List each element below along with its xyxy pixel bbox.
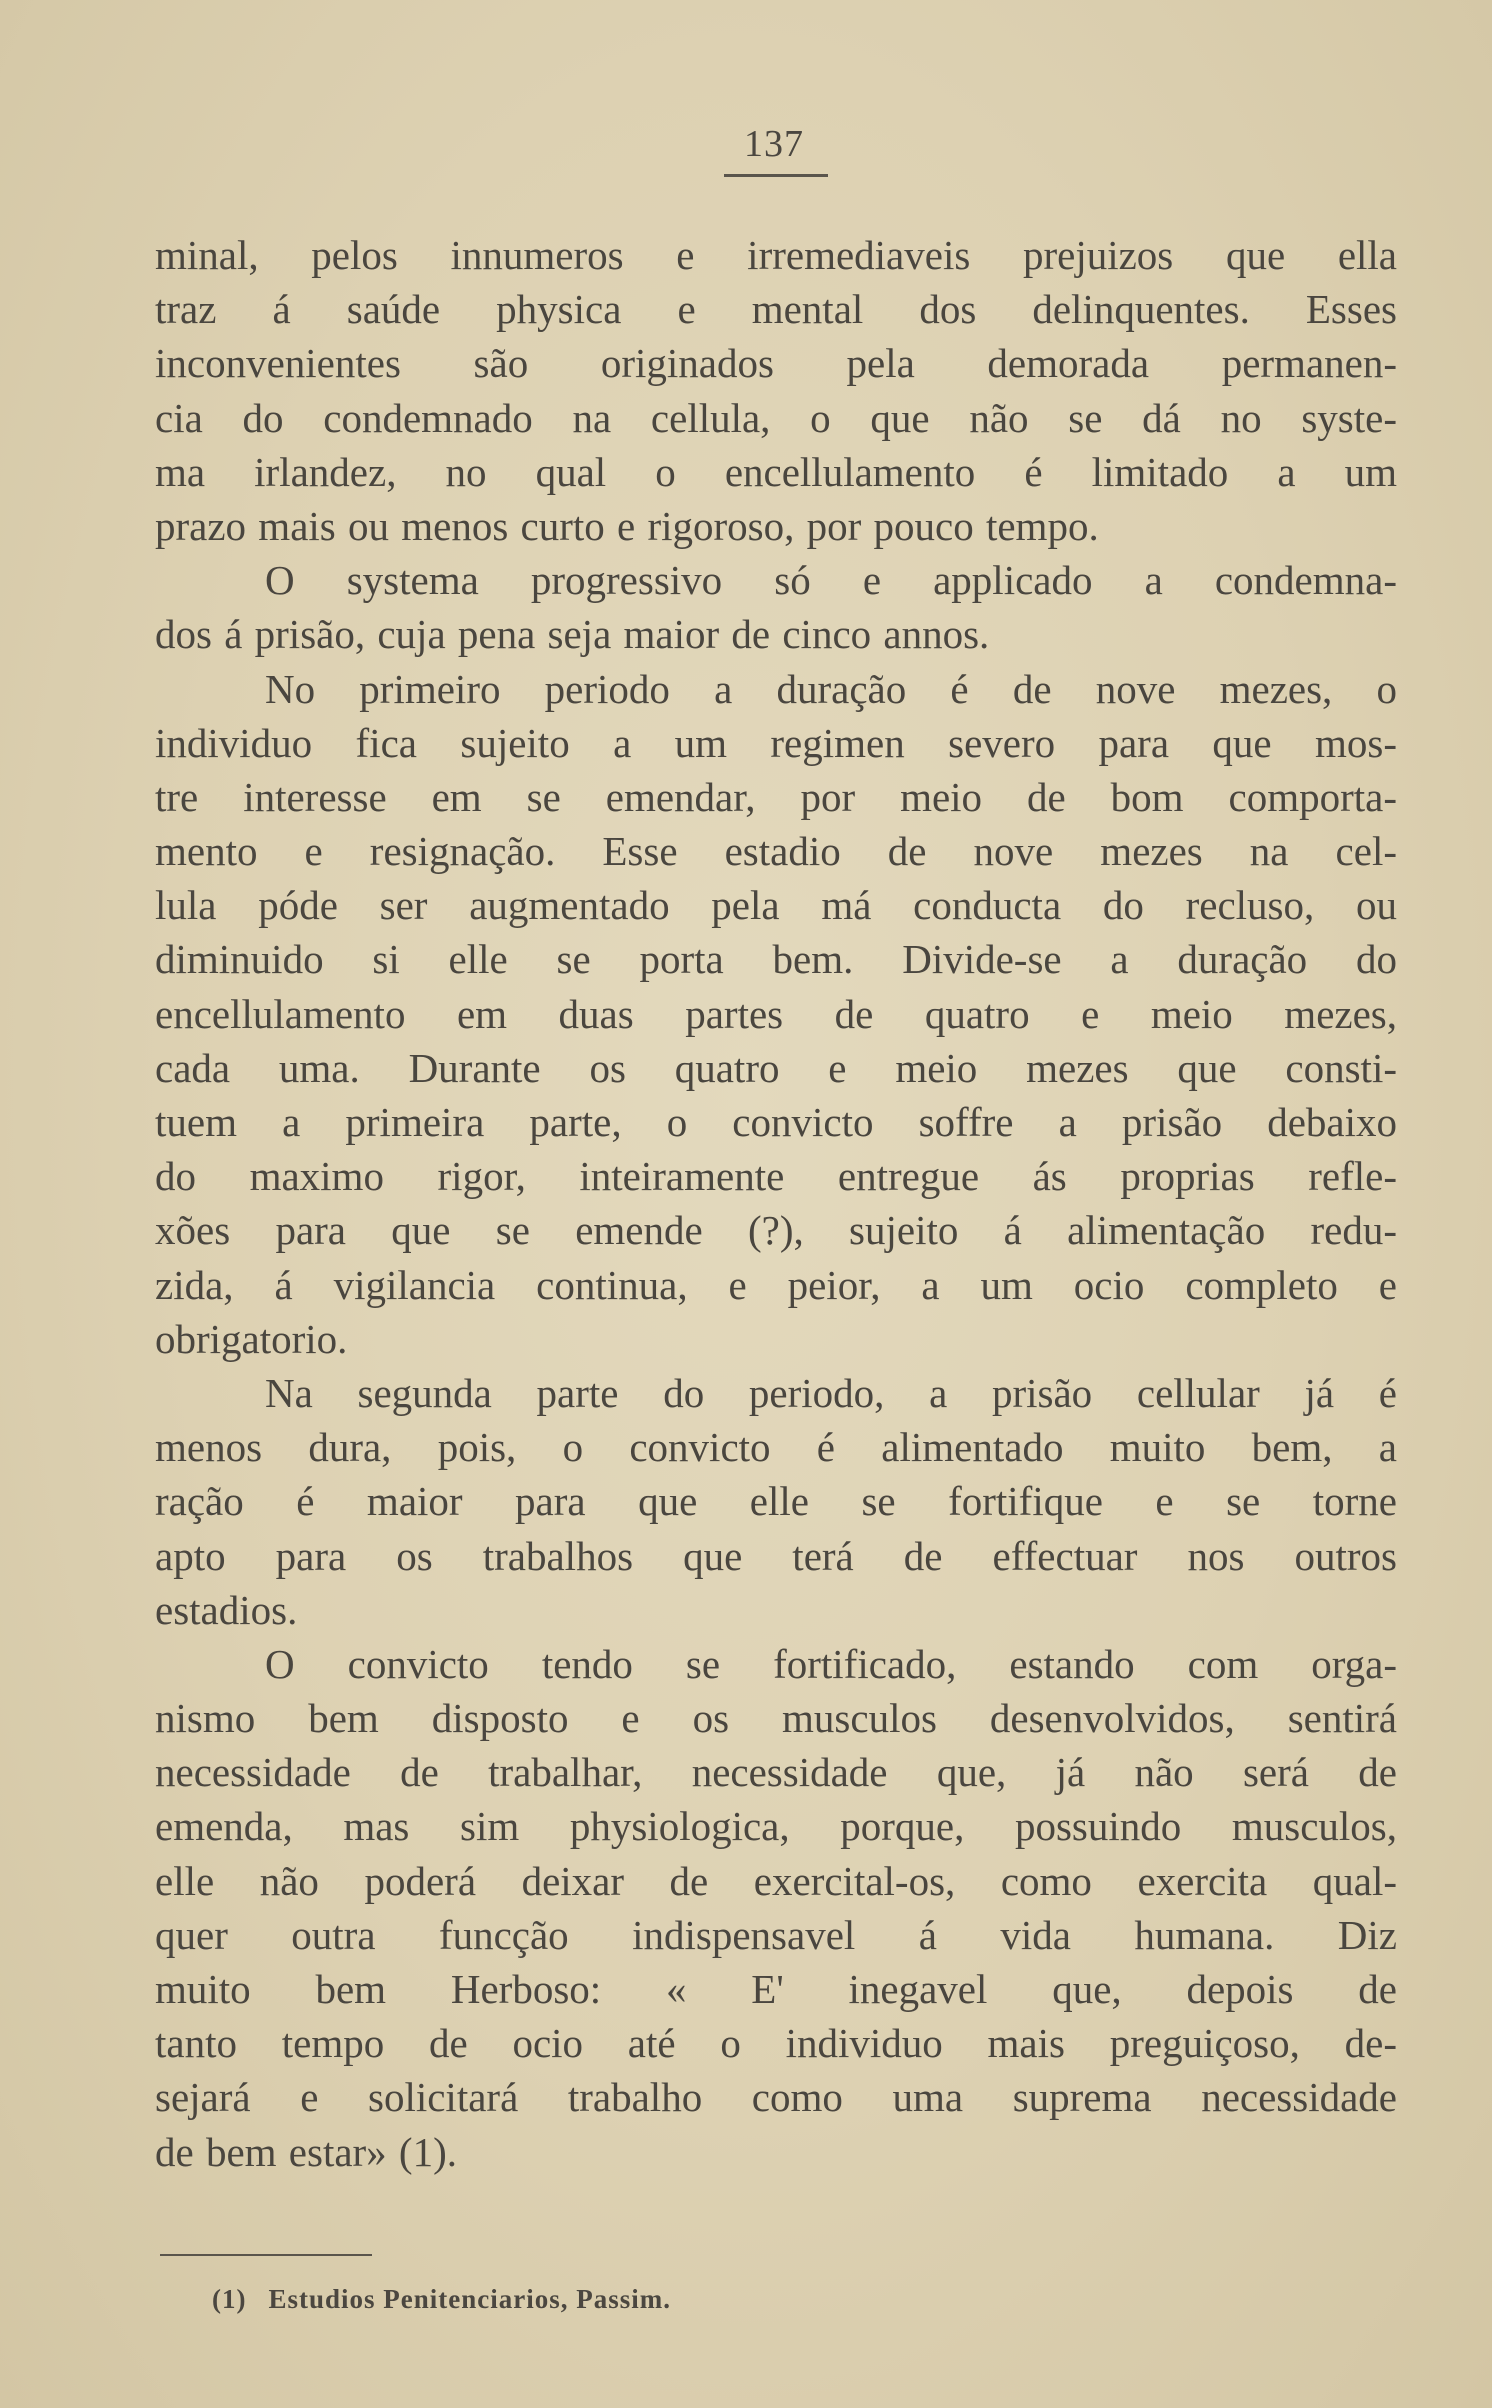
footnote-marker: (1) xyxy=(212,2284,247,2314)
text-line: traz á saúde physica e mental dos delinquentes. Esses xyxy=(155,286,1397,333)
text-line: apto para os trabalhos que terá de effectuar nos outros xyxy=(155,1532,1397,1579)
text-line: ma irlandez, no qual o encellulamento é limitado a um xyxy=(155,448,1397,495)
text-line: O convicto tendo se fortificado, estando com orga- xyxy=(265,1640,1397,1687)
text-line: nismo bem disposto e os musculos desenvolvidos, sentirá xyxy=(155,1695,1397,1742)
body-text xyxy=(155,228,1397,2179)
text-line: emenda, mas sim physiologica, porque, possuindo musculos, xyxy=(155,1803,1397,1850)
text-line: No primeiro periodo a duração é de nove mezes, o xyxy=(265,665,1397,712)
page-number-rule xyxy=(724,174,828,177)
text-line: zida, á vigilancia continua, e peior, a um ocio completo e xyxy=(155,1261,1397,1308)
text-line: encellulamento em duas partes de quatro e meio mezes, xyxy=(155,990,1397,1037)
text-line: lula póde ser augmentado pela má conducta do recluso, ou xyxy=(155,882,1397,929)
text-line: cada uma. Durante os quatro e meio mezes que consti- xyxy=(155,1044,1397,1091)
text-line: estadios. xyxy=(155,1586,298,1633)
text-line: tuem a primeira parte, o convicto soffre a prisão debaixo xyxy=(155,1099,1397,1145)
text-line: elle não poderá deixar de exercital-os, como exercita qual- xyxy=(155,1857,1397,1904)
text-line: individuo fica sujeito a um regimen severo para que mos- xyxy=(155,719,1397,766)
text-line: tanto tempo de ocio até o individuo mais preguiçoso, de- xyxy=(155,2020,1397,2067)
text-line: menos dura, pois, o convicto é alimentado muito bem, a xyxy=(155,1424,1397,1471)
page-number: 137 xyxy=(744,123,804,165)
text-line: muito bem Herboso: « E' inegavel que, depois de xyxy=(155,1966,1397,2012)
text-line: necessidade de trabalhar, necessidade que, já não será de xyxy=(155,1749,1397,1796)
text-line: sejará e solicitará trabalho como uma suprema necessidade xyxy=(155,2074,1397,2121)
text-line: ração é maior para que elle se fortifique e se torne xyxy=(155,1478,1397,1525)
text-line: de bem estar» (1). xyxy=(155,2128,457,2175)
text-line: Na segunda parte do periodo, a prisão cellular já é xyxy=(265,1369,1397,1416)
footnote-text: Estudios Penitenciarios, Passim. xyxy=(268,2284,671,2314)
text-line: inconvenientes são originados pela demorada permanen- xyxy=(155,340,1397,387)
footnote-rule xyxy=(160,2254,372,2256)
text-line: tre interesse em se emendar, por meio de bom comporta- xyxy=(155,773,1397,820)
text-line: quer outra funcção indispensavel á vida humana. Diz xyxy=(155,1911,1397,1958)
text-line: prazo mais ou menos curto e rigoroso, por pouco tempo. xyxy=(155,502,1099,549)
text-line: diminuido si elle se porta bem. Divide-se a duração do xyxy=(155,936,1397,983)
text-line: mento e resignação. Esse estadio de nove mezes na cel- xyxy=(155,828,1397,875)
text-line: obrigatorio. xyxy=(155,1315,348,1362)
text-line: cia do condemnado na cellula, o que não se dá no syste- xyxy=(155,394,1397,441)
text-line: O systema progressivo só e applicado a condemna- xyxy=(265,557,1397,604)
text-line: dos á prisão, cuja pena seja maior de cinco annos. xyxy=(155,611,990,658)
footnote xyxy=(212,2284,671,2315)
text-line: xões para que se emende (?), sujeito á alimentação redu- xyxy=(155,1207,1397,1254)
text-line: do maximo rigor, inteiramente entregue ás proprias refle- xyxy=(155,1153,1397,1200)
text-line: minal, pelos innumeros e irremediaveis prejuizos que ella xyxy=(155,232,1397,278)
